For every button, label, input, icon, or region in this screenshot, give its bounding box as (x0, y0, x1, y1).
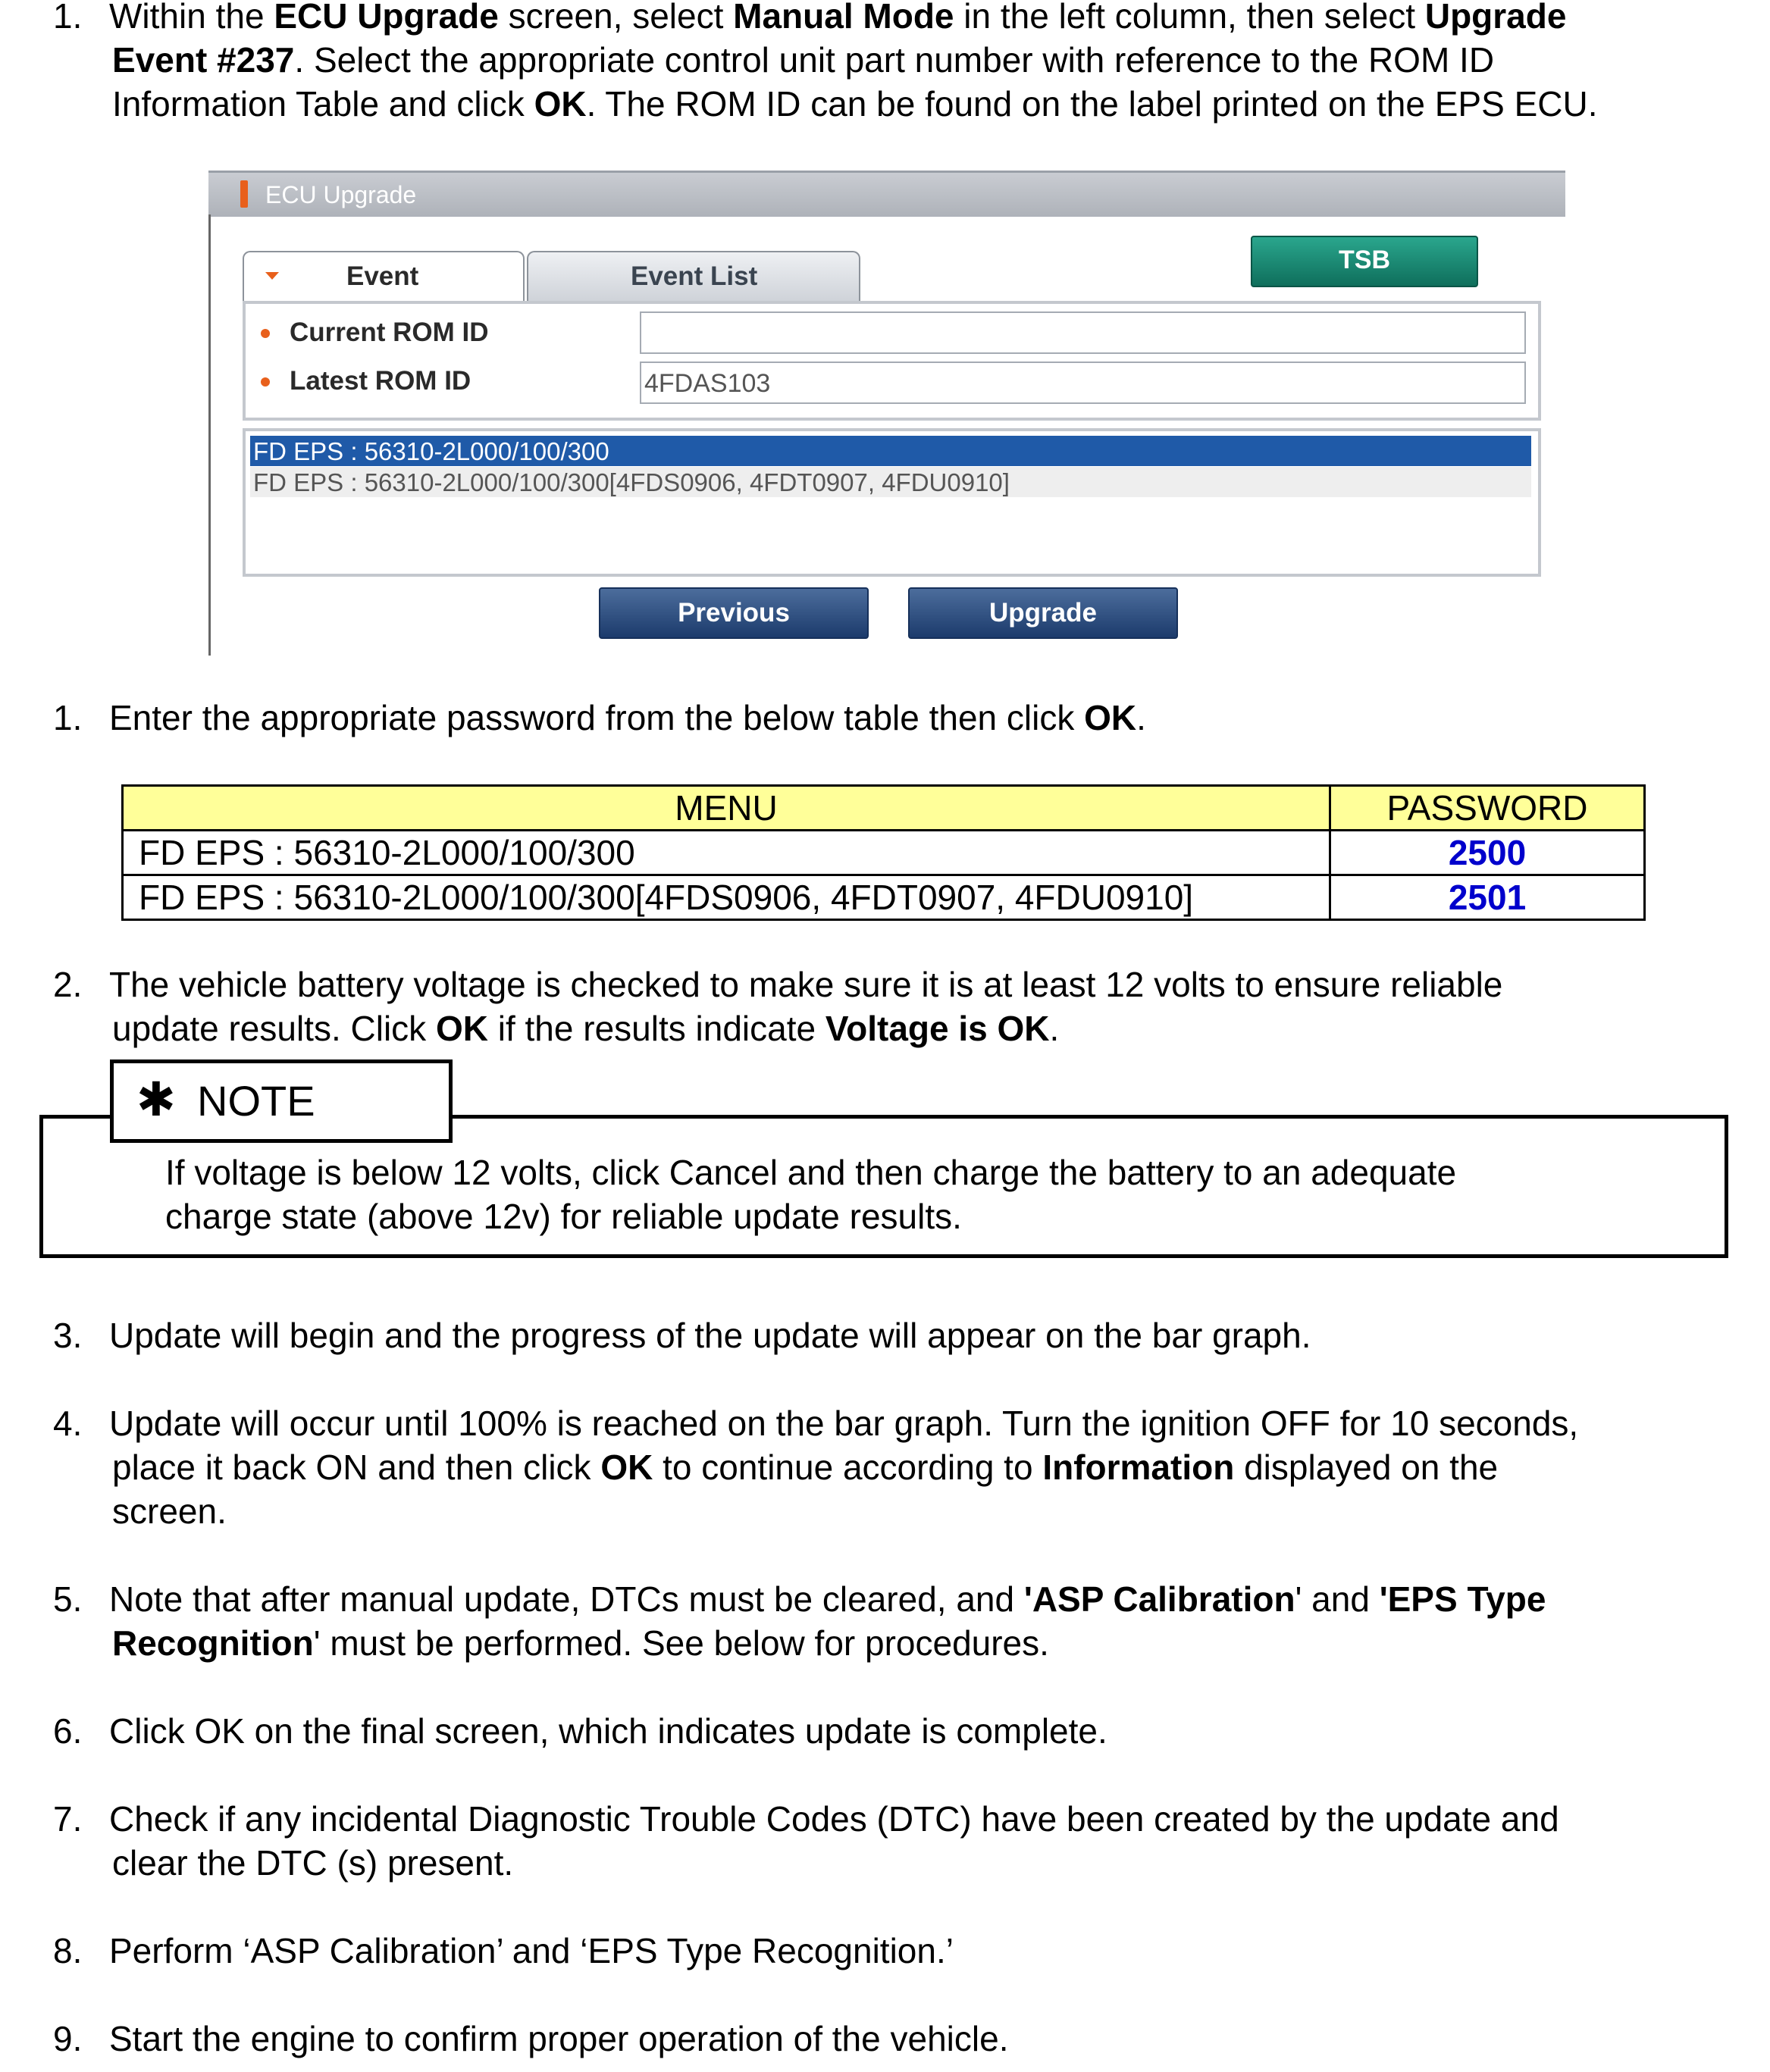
step-line (112, 1445, 1498, 1490)
text: Update will begin and the progress of the update will appear on the bar graph. (109, 1316, 1311, 1355)
text: if the results indicate (487, 1009, 825, 1048)
note-tab (110, 1059, 453, 1143)
step-line (109, 2017, 1008, 2061)
text: displayed on the (1234, 1448, 1499, 1487)
tab-event-list-label: Event List (631, 261, 758, 291)
step-line (109, 1709, 1107, 1754)
text: . Select the appropriate control unit part number with reference to the ROM ID (294, 40, 1495, 80)
step-line (112, 38, 1494, 83)
bullet-icon (261, 377, 270, 387)
bold-text: OK (600, 1448, 653, 1487)
list-item-label: FD EPS : 56310-2L000/100/300 (253, 437, 609, 465)
text: Note that after manual update, DTCs must be cleared, and (109, 1579, 1024, 1619)
step-line (109, 1929, 954, 1973)
upgrade-button-label: Upgrade (989, 598, 1097, 628)
bullet-icon (261, 329, 270, 338)
step-number: 3. (53, 1316, 83, 1355)
previous-button-label: Previous (678, 598, 790, 628)
text: ' must be performed. See below for procedures. (313, 1623, 1049, 1663)
password-table (121, 784, 1646, 921)
step-line (109, 962, 1502, 1007)
note-label: NOTE (197, 1077, 315, 1125)
text: . (1049, 1009, 1060, 1048)
triangle-down-icon (265, 272, 279, 280)
text: screen, select (498, 0, 734, 36)
latest-rom-label: Latest ROM ID (290, 366, 471, 396)
bold-text: Recognition (112, 1623, 314, 1663)
text: Information Table and click (112, 84, 534, 124)
tsb-button[interactable] (1251, 236, 1478, 287)
window-titlebar (208, 171, 1565, 217)
bold-text: OK (435, 1009, 488, 1048)
table-header-row (123, 786, 1645, 831)
step-number: 5. (53, 1579, 83, 1619)
step-number: 1. (53, 0, 83, 36)
table-row (123, 831, 1645, 875)
tab-event[interactable] (243, 251, 525, 301)
text: in the left column, then select (954, 0, 1425, 36)
menu-cell: FD EPS : 56310-2L000/100/300 (123, 831, 1330, 875)
step-line (109, 1313, 1311, 1358)
text: Update will occur until 100% is reached on the bar graph. Turn the ignition OFF for 10 seconds, (109, 1404, 1579, 1443)
step-line (109, 1401, 1578, 1446)
tab-event-label: Event (346, 261, 419, 291)
previous-button[interactable] (599, 587, 869, 639)
window-flag-icon (240, 180, 248, 208)
control-unit-list[interactable] (243, 428, 1541, 577)
step-number: 1. (53, 698, 83, 737)
text: update results. Click (112, 1009, 436, 1048)
step-number: 7. (53, 1799, 83, 1839)
tsb-button-label: TSB (1339, 246, 1390, 274)
text: Start the engine to confirm proper operation of the vehicle. (109, 2019, 1009, 2058)
text: Check if any incidental Diagnostic Trouble Codes (DTC) have been created by the update and (109, 1799, 1559, 1839)
bold-text: Information (1042, 1448, 1235, 1487)
bold-text: OK (534, 84, 587, 124)
current-rom-label: Current ROM ID (290, 318, 489, 347)
tab-event-list[interactable] (527, 251, 860, 301)
text: . The ROM ID can be found on the label printed on the EPS ECU. (586, 84, 1598, 124)
list-item[interactable] (250, 467, 1531, 497)
text: screen. (112, 1491, 227, 1531)
text: Click OK on the final screen, which indicates update is complete. (109, 1711, 1107, 1751)
step-line (112, 82, 1597, 127)
rom-info-panel (243, 301, 1541, 421)
latest-rom-field[interactable] (640, 362, 1526, 404)
note-text-line: charge state (above 12v) for reliable update results. (165, 1197, 962, 1236)
step-number: 6. (53, 1711, 83, 1751)
text: clear the DTC (s) present. (112, 1843, 514, 1883)
bold-text: ECU Upgrade (274, 0, 499, 36)
bold-text: Voltage is OK (825, 1009, 1050, 1048)
note-text-line: If voltage is below 12 volts, click Cancel and then charge the battery to an adequate (165, 1153, 1457, 1192)
bold-text: 'ASP Calibration (1023, 1579, 1295, 1619)
bold-text: Manual Mode (733, 0, 954, 36)
step-line (109, 1797, 1559, 1842)
asterisk-icon: ✱ (136, 1074, 176, 1126)
step-line (109, 1577, 1546, 1622)
step-line (112, 1621, 1049, 1666)
text: Perform ‘ASP Calibration’ and ‘EPS Type Recognition.’ (109, 1931, 954, 1970)
bold-text: Upgrade (1424, 0, 1567, 36)
menu-header: MENU (123, 786, 1330, 831)
step-line (112, 1489, 227, 1534)
password-cell: 2501 (1330, 875, 1645, 920)
password-cell: 2500 (1330, 831, 1645, 875)
step-number: 4. (53, 1404, 83, 1443)
step-number: 9. (53, 2019, 83, 2058)
step-number: 2. (53, 965, 83, 1004)
step-line (112, 1006, 1059, 1051)
current-rom-field[interactable] (640, 311, 1526, 354)
step-line (109, 0, 1566, 39)
text: . (1136, 698, 1146, 737)
window-border (208, 214, 211, 656)
password-header: PASSWORD (1330, 786, 1645, 831)
text: to continue according to (653, 1448, 1043, 1487)
menu-cell: FD EPS : 56310-2L000/100/300[4FDS0906, 4FDT0907, 4FDU0910] (123, 875, 1330, 920)
text: Enter the appropriate password from the below table then click (109, 698, 1085, 737)
upgrade-button[interactable] (908, 587, 1178, 639)
bold-text: OK (1084, 698, 1137, 737)
step-number: 8. (53, 1931, 83, 1970)
text: The vehicle battery voltage is checked to make sure it is at least 12 volts to ensure reliable (109, 965, 1503, 1004)
list-item-label: FD EPS : 56310-2L000/100/300[4FDS0906, 4FDT0907, 4FDU0910] (253, 468, 1010, 496)
step-line (112, 1841, 513, 1886)
text: ' and (1295, 1579, 1380, 1619)
ecu-upgrade-screenshot (208, 171, 1565, 656)
text: Within the (109, 0, 274, 36)
bold-text: Event #237 (112, 40, 295, 80)
step-line (109, 696, 1146, 740)
list-item[interactable] (250, 436, 1531, 466)
text: place it back ON and then click (112, 1448, 601, 1487)
bold-text: 'EPS Type (1379, 1579, 1546, 1619)
table-row (123, 875, 1645, 920)
window-title: ECU Upgrade (265, 181, 417, 208)
latest-rom-value: 4FDAS103 (644, 369, 771, 398)
